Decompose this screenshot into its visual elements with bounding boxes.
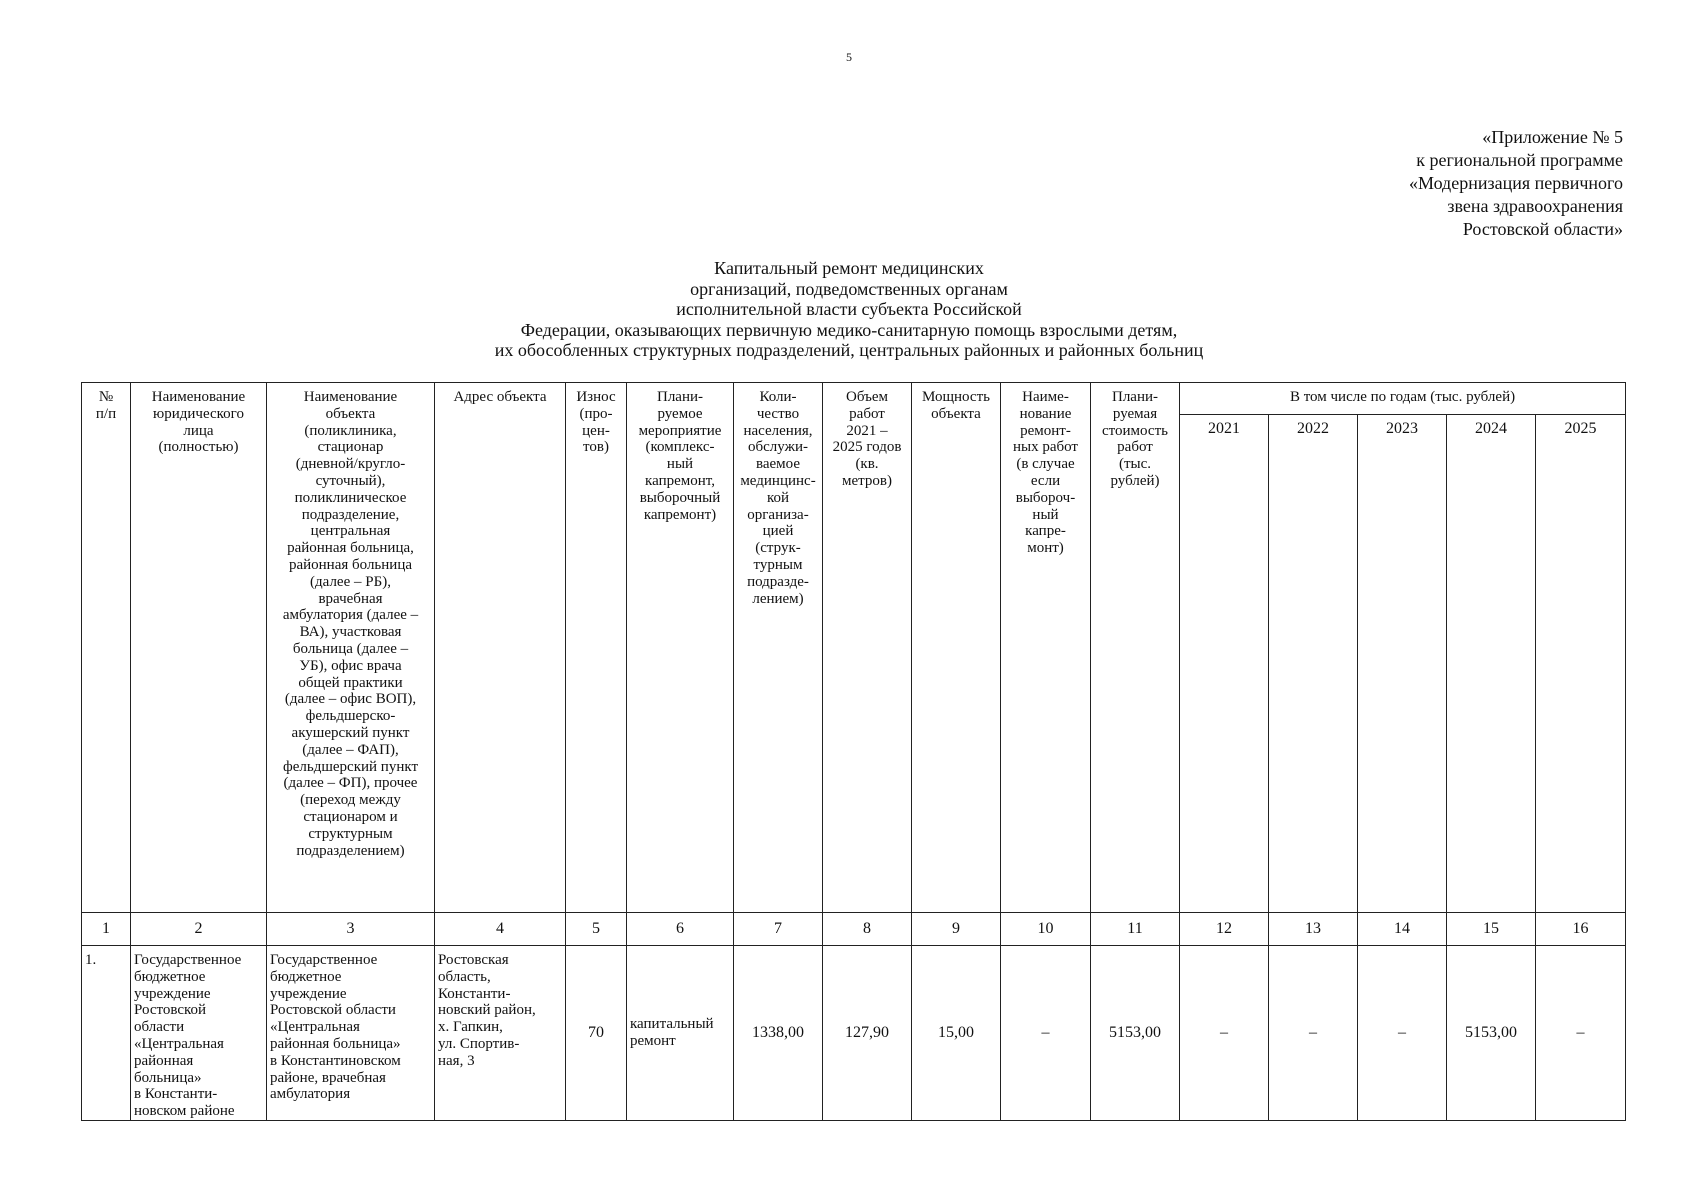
header-legal-entity: Наименование юридического лица (полностью) (131, 383, 267, 913)
appendix-line: «Модернизация первичного (1409, 173, 1623, 193)
column-number: 2 (131, 913, 267, 946)
title-line: организаций, подведомственных органам (690, 278, 1008, 299)
appendix-line: «Приложение № 5 (1482, 127, 1623, 147)
header-work-volume: Объем работ 2021 – 2025 годов (кв. метров) (823, 383, 912, 913)
table-row (82, 946, 1626, 1121)
header-year: 2022 (1269, 415, 1358, 913)
appendix-line: Ростовской области» (1462, 219, 1623, 239)
cell-year-2022: – (1269, 946, 1358, 1121)
header-address: Адрес объекта (435, 383, 566, 913)
column-number: 5 (566, 913, 627, 946)
header-number: № п/п (82, 383, 131, 913)
column-number: 10 (1001, 913, 1091, 946)
column-number: 11 (1091, 913, 1180, 946)
header-population: Коли- чество населения, обслужи- ваемое мединцинс- кой организа- цией (струк- турным подразде- лением) (734, 383, 823, 913)
cell-year-2021: – (1180, 946, 1269, 1121)
header-year: 2021 (1180, 415, 1269, 913)
appendix-line: к региональной программе (1416, 150, 1623, 170)
column-number: 6 (627, 913, 734, 946)
header-row (82, 383, 1626, 415)
page-number: 5 (846, 50, 852, 64)
cell-work-volume: 127,90 (823, 946, 912, 1121)
cell-capacity: 15,00 (912, 946, 1001, 1121)
column-number: 16 (1536, 913, 1626, 946)
header-years-group: В том числе по годам (тыс. рублей) (1180, 383, 1626, 415)
cell-legal-entity: Государственное бюджетное учреждение Ростовской области «Центральная районная больница» в Константи- новском районе (131, 946, 267, 1121)
title-line: исполнительной власти субъекта Российской (676, 299, 1022, 319)
column-number: 8 (823, 913, 912, 946)
column-number: 13 (1269, 913, 1358, 946)
header-object-name: Наименование объекта (поликлиника, стационар (дневной/кругло- суточный), поликлиническое подразделение, центральная районная больница, районная больница (далее – РБ), врачебная амбулатория (далее – ВА), участковая больница (далее – УБ), офис врача общей практики (далее – офис ВОП), фельдшерско- акушерский пункт (далее – ФАП), фельдшерский пункт (далее – ФП), прочее (переход между стационаром и структурным подразделением) (267, 383, 435, 913)
header-planned-cost: Плани- руемая стоимость работ (тыс. рублей) (1091, 383, 1180, 913)
header-year: 2025 (1536, 415, 1626, 913)
header-year: 2023 (1358, 415, 1447, 913)
cell-object-name: Государственное бюджетное учреждение Ростовской области «Центральная районная больница» в Константиновском районе, врачебная амбулатория (267, 946, 435, 1121)
title-line: Капитальный ремонт медицинских (714, 258, 984, 278)
cell-year-2024: 5153,00 (1447, 946, 1536, 1121)
header-planned-activity: Плани- руемое мероприятие (комплекс- ный капремонт, выборочный капремонт) (627, 383, 734, 913)
repair-table (81, 382, 1626, 1121)
cell-year-2023: – (1358, 946, 1447, 1121)
document-title (0, 258, 1698, 361)
header-year: 2024 (1447, 415, 1536, 913)
cell-population: 1338,00 (734, 946, 823, 1121)
column-numbers-row (82, 913, 1626, 946)
cell-wear: 70 (566, 946, 627, 1121)
cell-number: 1. (82, 946, 131, 1121)
title-line: их обособленных структурных подразделений, центральных районных и районных больниц (494, 340, 1204, 360)
cell-repair-works: – (1001, 946, 1091, 1121)
cell-address: Ростовская область, Константи- новский район, х. Гапкин, ул. Спортив- ная, 3 (435, 946, 566, 1121)
cell-planned-cost: 5153,00 (1091, 946, 1180, 1121)
column-number: 1 (82, 913, 131, 946)
column-number: 9 (912, 913, 1001, 946)
header-capacity: Мощность объекта (912, 383, 1001, 913)
appendix-note (1409, 126, 1623, 241)
column-number: 14 (1358, 913, 1447, 946)
cell-year-2025: – (1536, 946, 1626, 1121)
column-number: 3 (267, 913, 435, 946)
appendix-line: звена здравоохранения (1447, 196, 1623, 216)
column-number: 4 (435, 913, 566, 946)
header-wear: Износ (про- цен- тов) (566, 383, 627, 913)
header-repair-works: Наиме- нование ремонт- ных работ (в случае если выбороч- ный капре- монт) (1001, 383, 1091, 913)
column-number: 7 (734, 913, 823, 946)
cell-planned-activity: капитальный ремонт (627, 946, 734, 1121)
column-number: 12 (1180, 913, 1269, 946)
title-line: Федерации, оказывающих первичную медико-санитарную помощь взрослыми детям, (520, 319, 1178, 340)
column-number: 15 (1447, 913, 1536, 946)
